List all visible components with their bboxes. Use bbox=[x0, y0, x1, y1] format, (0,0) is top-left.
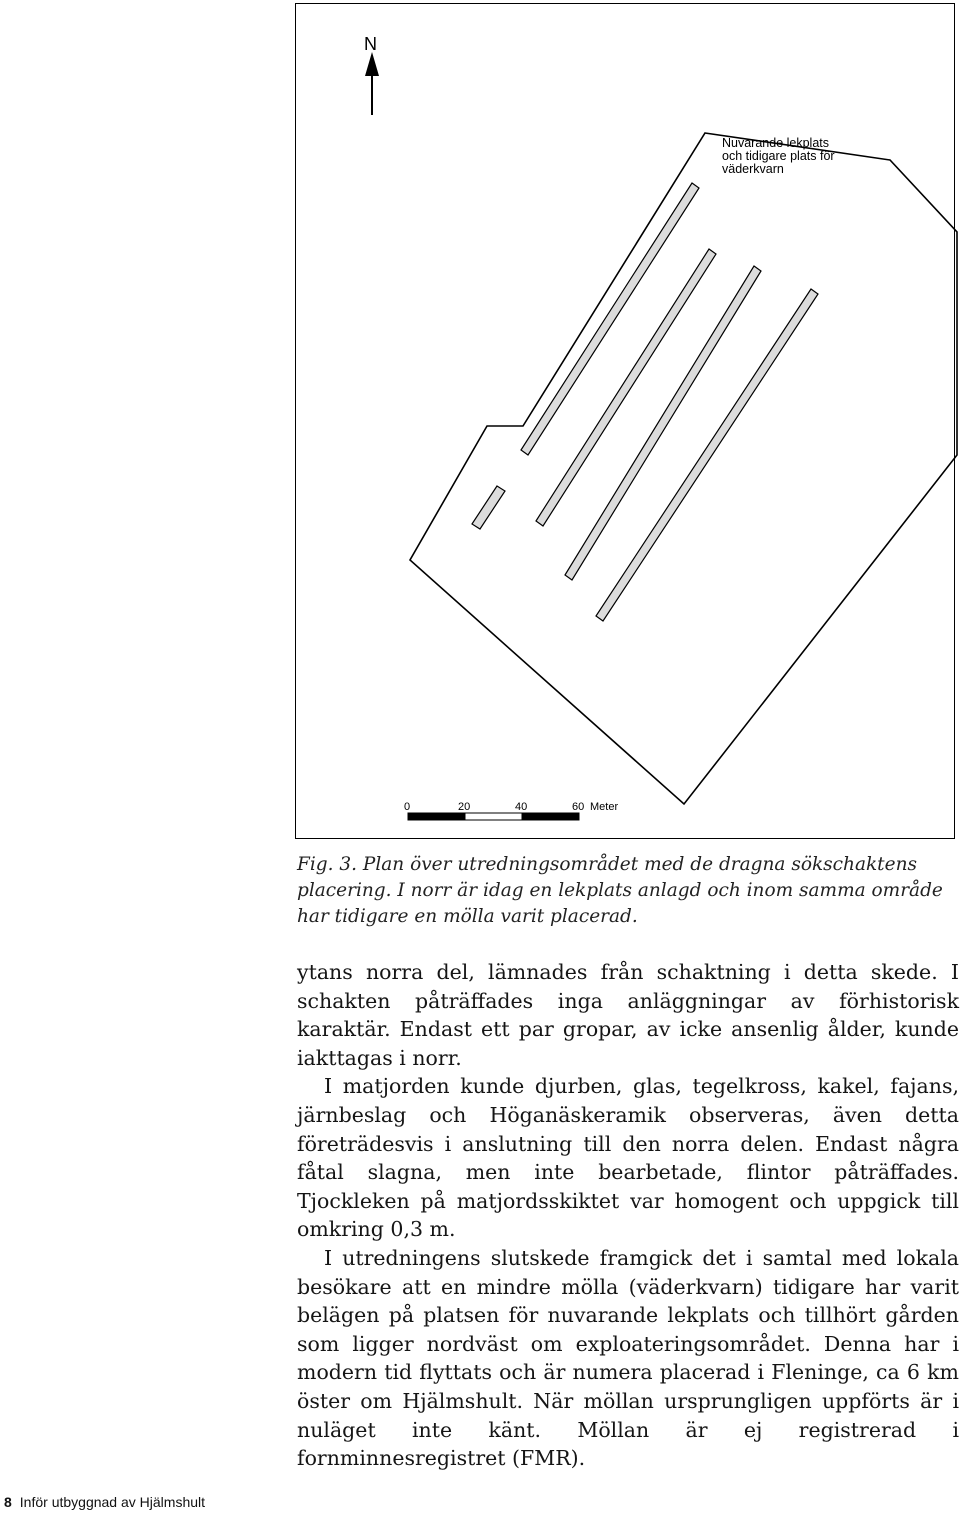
scale-tick-60: 60 bbox=[572, 801, 585, 813]
scale-tick-40: 40 bbox=[515, 801, 528, 813]
page-footer bbox=[4, 1494, 205, 1510]
north-arrow-icon bbox=[365, 52, 379, 115]
paragraph-3: I utredningens slutskede framgick det i samtal med lokala besökare att en mindre mölla (väderkvarn) tidigare har varit belägen på platsen för nuvarande lekplats och tillhört gården som ligger nordväst om exploateringsområdet. Denna har i modern tid flyttats och är numera placerad i Fleninge, ca 6 km öster om Hjälmshult. När möllan ursprungligen uppförts är i nuläget inte känt. Möllan är ej registrerad i fornminnesregistret (FMR). bbox=[297, 1245, 959, 1471]
trenches bbox=[472, 183, 818, 621]
scale-tick-0: 0 bbox=[404, 801, 411, 813]
map-annotation-line-3: väderkvarn bbox=[722, 162, 784, 176]
map-annotation-line-2: och tidigare plats för bbox=[722, 149, 835, 163]
figure-caption: Fig. 3. Plan över utredningsområdet med de dragna sökschaktens placering. I norr är idag en lekplats anlagd och inom samma område har tidigare en mölla varit placerad. bbox=[297, 854, 943, 927]
trench-5 bbox=[472, 486, 505, 529]
scale-bar bbox=[408, 813, 579, 820]
north-label: N bbox=[364, 34, 377, 54]
scale-tick-20: 20 bbox=[458, 801, 471, 813]
investigation-area-outline bbox=[410, 133, 957, 804]
scale-unit: Meter bbox=[590, 801, 619, 813]
paragraph-1: ytans norra del, lämnades från schaktning i detta skede. I schakten påträffades inga anläggningar av förhistorisk karaktär. Endast ett par gropar, av icke ansenlig ålder, kunde iakttagas i norr. bbox=[297, 960, 959, 1070]
trench-4 bbox=[596, 289, 818, 621]
publication-title: Inför utbyggnad av Hjälmshult bbox=[19, 1494, 206, 1510]
page-number: 8 bbox=[4, 1494, 12, 1510]
paragraph-2: I matjorden kunde djurben, glas, tegelkross, kakel, fajans, järnbeslag och Höganäskeramik observeras, även detta företrädesvis i anslutning till den norra delen. Endast några fåtal slagna, men inte bearbetade, flintor påträffades. Tjockleken på matjordsskiktet var homogent och uppgick till omkring 0,3 m. bbox=[297, 1074, 959, 1242]
body-text bbox=[297, 958, 959, 1473]
map-annotation-line-1: Nuvarande lekplats bbox=[722, 136, 830, 150]
